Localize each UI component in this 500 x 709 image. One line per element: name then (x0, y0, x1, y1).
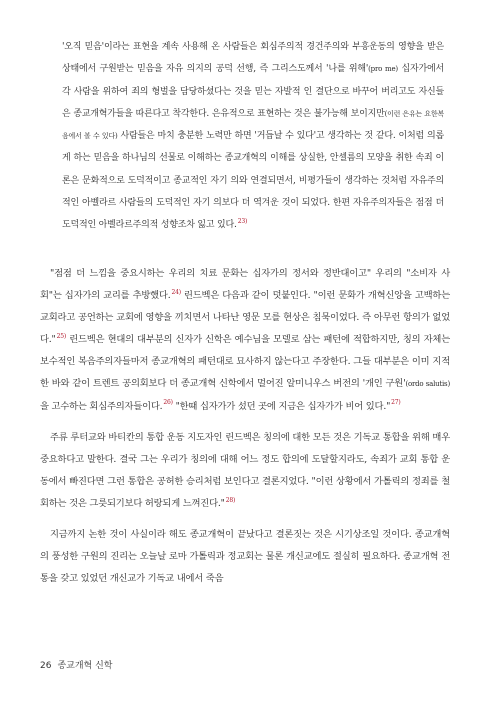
footnote-ref[interactable]: 25) (56, 333, 67, 341)
footnote-ref[interactable]: 27) (391, 399, 401, 407)
paragraph-text: 린드벡은 다음과 같이 덧붙인다. "이런 문화가 개혁신앙을 고백하는 교회라고 공언하는 교회에 영향을 끼치면서 나타난 영문 모를 현상은 침묵이었다. 즉 아무런 항의가 없었다." (40, 290, 450, 346)
paragraph-text: "한때 십자가가 섰던 곳에 지금은 십자가가 비어 있다." (172, 400, 391, 412)
running-title: 종교개혁 신학 (57, 661, 113, 671)
footnote-ref[interactable]: 26) (163, 399, 173, 407)
body-text (40, 263, 450, 590)
latin-term: (pro me) (368, 65, 398, 74)
footnote-ref[interactable]: 24) (171, 289, 181, 296)
page-number: 26 (40, 661, 52, 671)
paragraph-text: 을 고수하는 회심주의자들이다. (40, 400, 163, 412)
paragraph-text: "점점 더 느낌을 중요시하는 우리의 치료 문화는 십자가의 정서와 정반대이고" 우리의 "소비자 사회"는 십자가의 교리를 추방했다. (40, 268, 450, 302)
body-paragraph-1 (40, 263, 450, 418)
quote-text: 십자가에서 각 사람을 위하여 죄의 형벌을 담당하셨다는 것을 믿는 자발적 인 결단으로 바꾸어 버리고도 자신들은 종교개혁가들을 따른다고 착각한다. 은유적으로 표현하는 것은 불가능해 보이지만 (62, 64, 444, 119)
body-paragraph-3 (40, 524, 450, 590)
latin-term: (ordo salutis) (405, 380, 450, 389)
quote-text: 사람들은 마치 충분한 노력만 하면 '거듭날 수 있다'고 생각하는 것 같다. 이처럼 의롭게 하는 믿음을 하나님의 선물로 이해하는 종교개혁의 이해를 상실한, 안셀름의 모양을 취한 속죄 이론은 문화적으로 도덕적이고 종교적인 자기 의와 연결되면서, 비평가들이 생각하는 것처럼 자유주의적인 아벨라르 사람들의 도덕적인 자기 의보다 더 역겨운 것이 되었다. 한편 자유주의자들은 점점 더 도덕적인 아벨라르주의적 성향조차 잃고 있다. (62, 131, 444, 231)
quote-text: '오직 믿음'이라는 표현을 계속 사용해 온 사람들은 회심주의적 경건주의와 부흥운동의 영향을 받은 상태에서 구원받는 믿음을 자유 의지의 공덕 선행, 즉 그리스도께서 '나를 위해' (62, 42, 444, 75)
quote-paragraph (62, 36, 444, 237)
body-paragraph-2 (40, 427, 450, 515)
paragraph-text: 지금까지 논한 것이 사실이라 해도 종교개혁이 끝났다고 결론짓는 것은 시기상조일 것이다. 종교개혁의 풍성한 구원의 진리는 오늘날 로마 가톨릭과 정교회는 물론 개신교에도 절실히 필요하다. 종교개혁 전통을 갖고 있었던 개신교가 기독교 내에서 죽음 (40, 529, 450, 585)
parenthetical-note: (이런 은유는 요한복음에서 볼 수 있다) (62, 109, 444, 141)
page-footer (40, 658, 112, 671)
footnote-ref[interactable]: 28) (225, 496, 236, 504)
paragraph-text: 주류 루터교와 바티칸의 통합 운동 지도자인 린드벡은 칭의에 대한 모든 것은 기독교 통합을 위해 매우 중요하다고 말한다. 결국 그는 우리가 칭의에 대해 어느 정도 합의에 도달할지라도, 속죄가 교회 통합 운동에서 빠진다면 그런 통합은 공허한 승리처럼 보인다고 결론지었다. "이런 상황에서 가톨릭의 정죄를 철회하는 것은 그릇되기보다 허랑되게 느껴진다." (40, 431, 450, 509)
footnote-ref[interactable]: 23) (237, 218, 248, 226)
paragraph-text: 린드벡은 현대의 대부분의 신자가 신학은 예수님을 모델로 삼는 패턴에 적합하지만, 칭의 자체는 보수적인 복음주의자들마저 종교개혁의 패턴대로 묘사하지 않는다고 주장한다. 그들 대부분은 이미 지적한 바와 같이 트렌트 공의회보다 더 종교개혁 신학에서 멀어진 알미니우스 버전의 '개인 구원' (40, 334, 450, 390)
block-quote (62, 36, 444, 237)
